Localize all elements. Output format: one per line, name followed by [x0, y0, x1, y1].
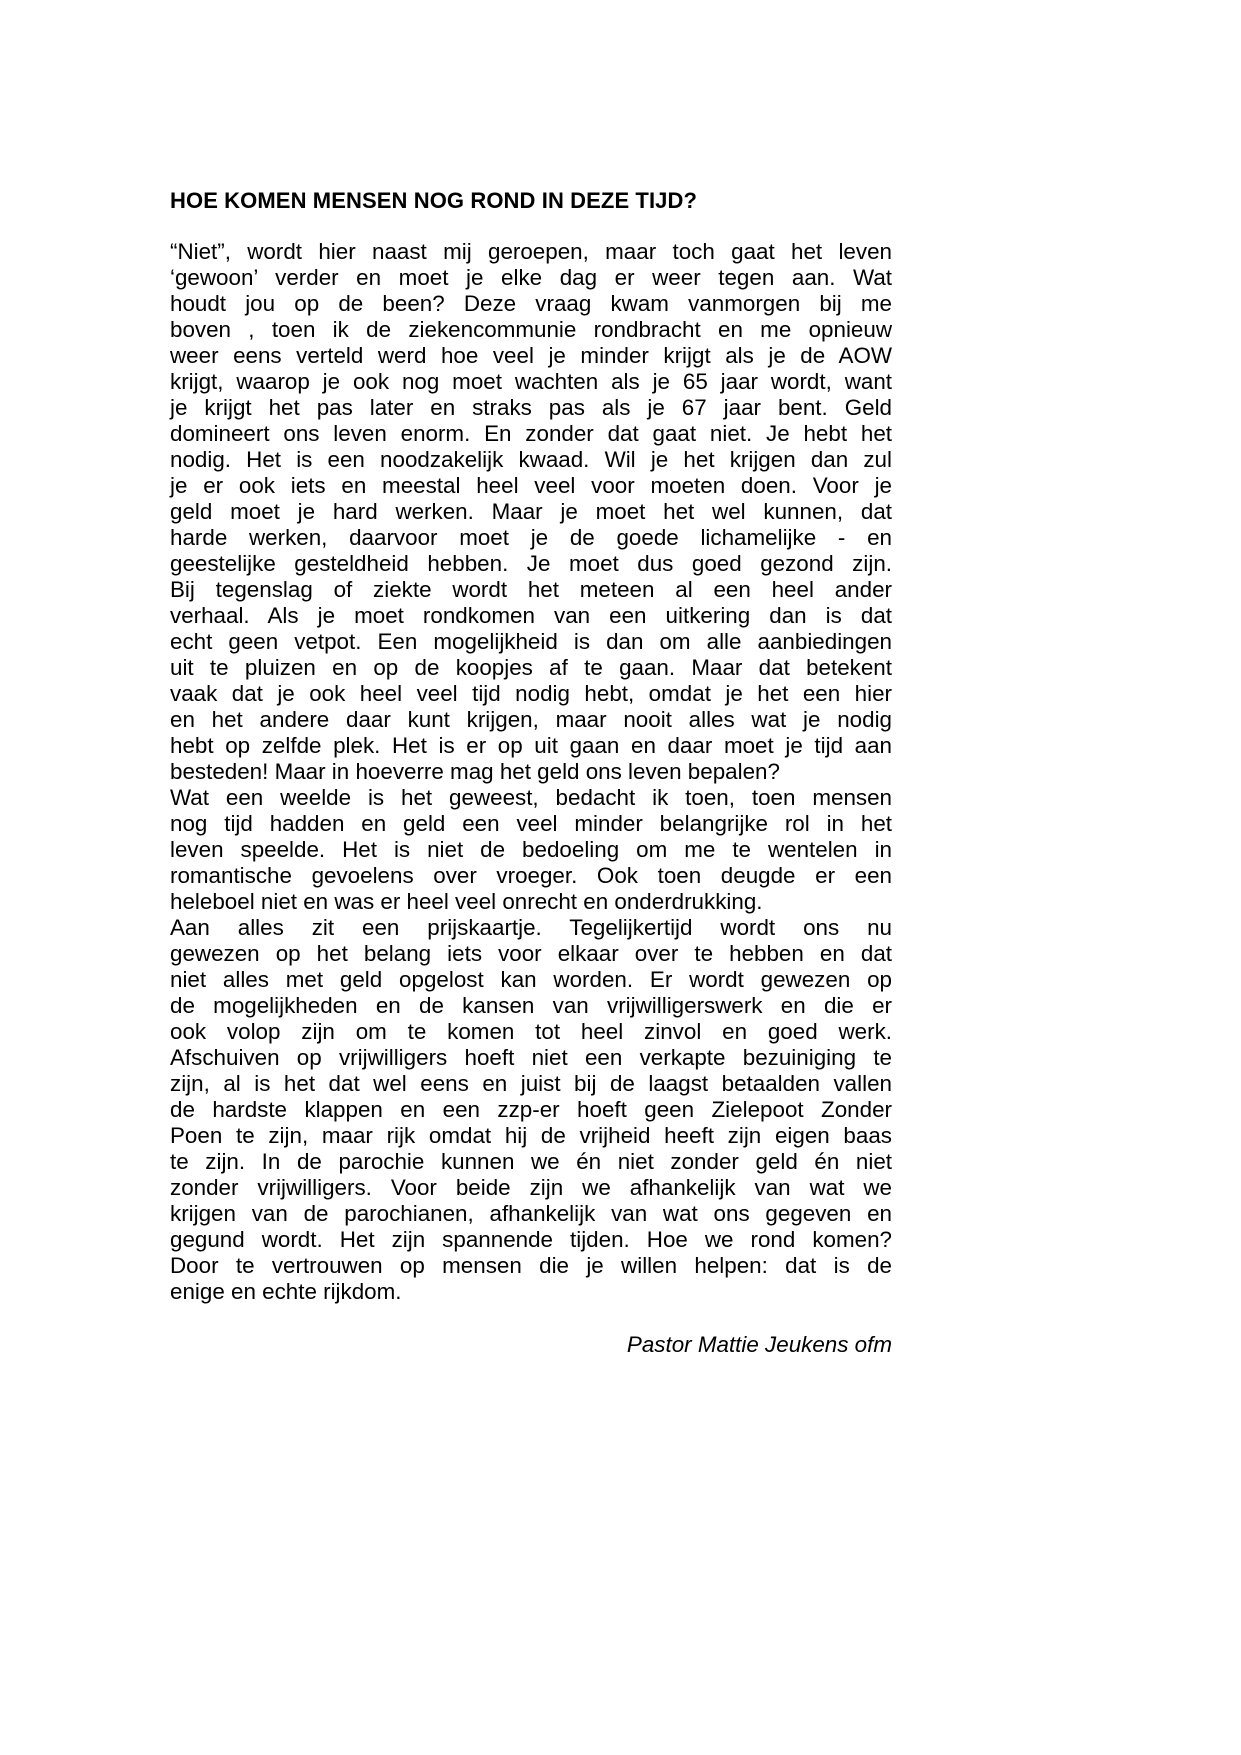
text-line: de mogelijkheden en de kansen van vrijwilligerswerk en die er — [170, 993, 892, 1018]
text-line: nog tijd hadden en geld een veel minder belangrijke rol in het — [170, 811, 892, 836]
text-line: geld moet je hard werken. Maar je moet het wel kunnen, dat — [170, 499, 892, 524]
text-line: zijn, al is het dat wel eens en juist bij de laagst betaalden vallen — [170, 1071, 892, 1096]
text-line: boven , toen ik de ziekencommunie rondbracht en me opnieuw — [170, 317, 892, 342]
text-line: ‘gewoon’ verder en moet je elke dag er weer tegen aan. Wat — [170, 265, 892, 290]
text-line: leven speelde. Het is niet de bedoeling om me te wentelen in — [170, 837, 892, 862]
text-line: geestelijke gesteldheid hebben. Je moet dus goed gezond zijn. — [170, 551, 892, 576]
author-signature: Pastor Mattie Jeukens ofm — [626, 1332, 892, 1357]
article-body — [170, 239, 892, 1305]
text-line: vaak dat je ook heel veel tijd nodig hebt, omdat je het een hier — [170, 681, 892, 706]
article-title: HOE KOMEN MENSEN NOG ROND IN DEZE TIJD? — [170, 188, 698, 213]
text-line: Bij tegenslag of ziekte wordt het meteen al een heel ander — [170, 577, 892, 602]
text-line: nodig. Het is een noodzakelijk kwaad. Wil je het krijgen dan zul — [170, 447, 892, 472]
text-line: Poen te zijn, maar rijk omdat hij de vrijheid heeft zijn eigen baas — [170, 1123, 892, 1148]
text-line: zonder vrijwilligers. Voor beide zijn we afhankelijk van wat we — [170, 1175, 892, 1200]
text-line: “Niet”, wordt hier naast mij geroepen, maar toch gaat het leven — [170, 239, 892, 264]
text-line: niet alles met geld opgelost kan worden. Er wordt gewezen op — [170, 967, 892, 992]
text-line: uit te pluizen en op de koopjes af te gaan. Maar dat betekent — [170, 655, 892, 680]
text-line: ook volop zijn om te komen tot heel zinvol en goed werk. — [170, 1019, 892, 1044]
text-line: Door te vertrouwen op mensen die je willen helpen: dat is de — [170, 1253, 892, 1278]
text-line: de hardste klappen en een zzp-er hoeft geen Zielepoot Zonder — [170, 1097, 892, 1122]
text-line: besteden! Maar in hoeverre mag het geld ons leven bepalen? — [170, 759, 780, 784]
text-line: en het andere daar kunt krijgen, maar nooit alles wat je nodig — [170, 707, 892, 732]
text-line: gewezen op het belang iets voor elkaar over te hebben en dat — [170, 941, 892, 966]
text-line: enige en echte rijkdom. — [170, 1279, 402, 1304]
text-line: Wat een weelde is het geweest, bedacht ik toen, toen mensen — [170, 785, 892, 810]
text-line: krijgt, waarop je ook nog moet wachten als je 65 jaar wordt, want — [170, 369, 892, 394]
text-line: Aan alles zit een prijskaartje. Tegelijkertijd wordt ons nu — [170, 915, 892, 940]
text-line: hebt op zelfde plek. Het is er op uit gaan en daar moet je tijd aan — [170, 733, 892, 758]
text-line: weer eens verteld werd hoe veel je minder krijgt als je de AOW — [170, 343, 892, 368]
text-line: harde werken, daarvoor moet je de goede lichamelijke - en — [170, 525, 892, 550]
text-line: je er ook iets en meestal heel veel voor moeten doen. Voor je — [170, 473, 892, 498]
text-line: domineert ons leven enorm. En zonder dat gaat niet. Je hebt het — [170, 421, 892, 446]
text-line: te zijn. In de parochie kunnen we én niet zonder geld én niet — [170, 1149, 892, 1174]
text-line: krijgen van de parochianen, afhankelijk van wat ons gegeven en — [170, 1201, 892, 1226]
text-line: echt geen vetpot. Een mogelijkheid is dan om alle aanbiedingen — [170, 629, 892, 654]
text-line: heleboel niet en was er heel veel onrecht en onderdrukking. — [170, 889, 763, 914]
text-line: romantische gevoelens over vroeger. Ook toen deugde er een — [170, 863, 892, 888]
text-line: Afschuiven op vrijwilligers hoeft niet een verkapte bezuiniging te — [170, 1045, 892, 1070]
text-line: verhaal. Als je moet rondkomen van een uitkering dan is dat — [170, 603, 892, 628]
text-line: gegund wordt. Het zijn spannende tijden. Hoe we rond komen? — [170, 1227, 892, 1252]
text-line: je krijgt het pas later en straks pas als je 67 jaar bent. Geld — [170, 395, 892, 420]
text-line: houdt jou op de been? Deze vraag kwam vanmorgen bij me — [170, 291, 892, 316]
